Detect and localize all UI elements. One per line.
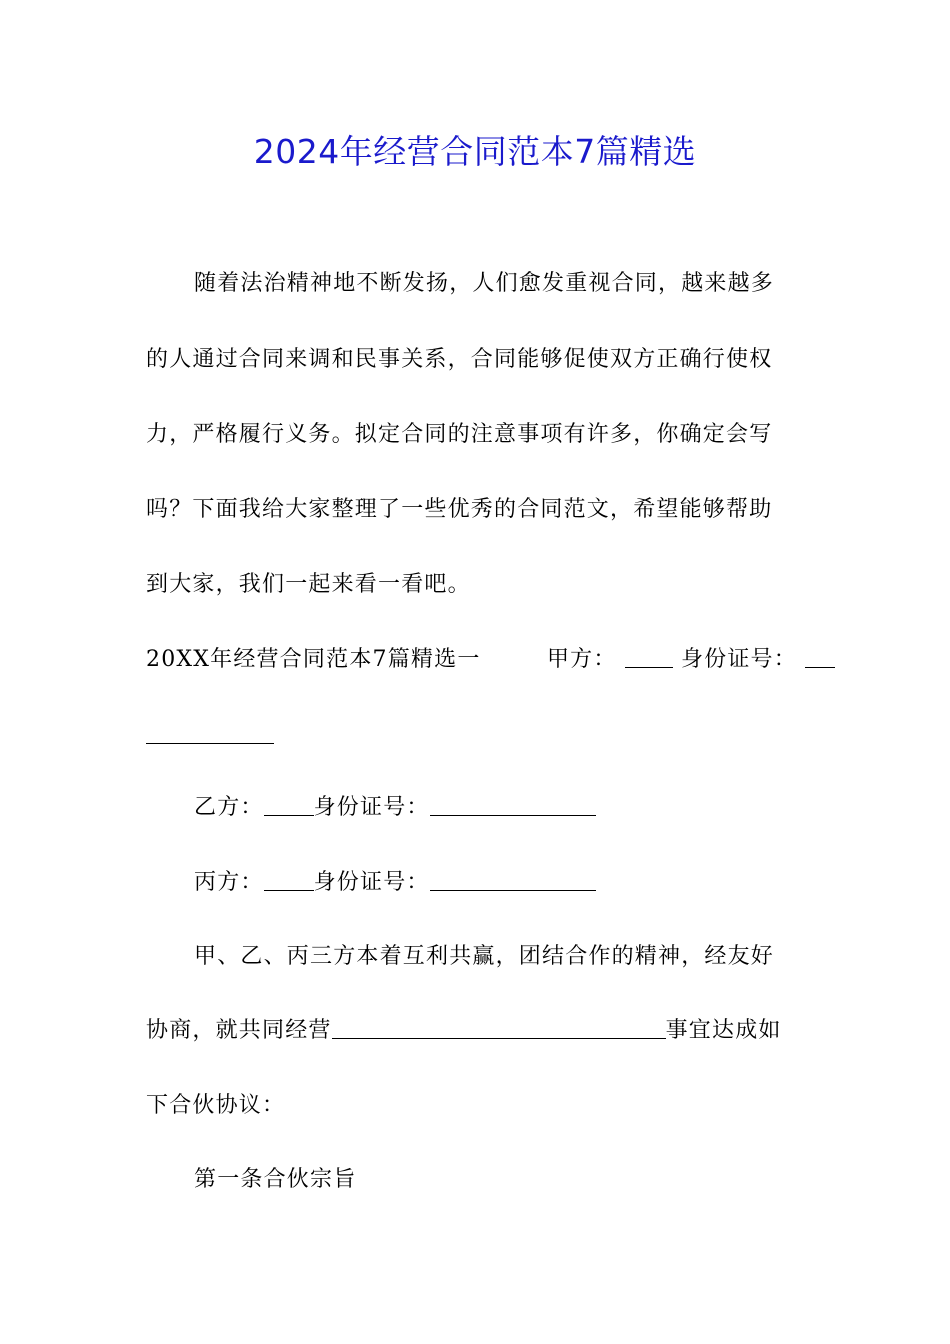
article-1-heading: 第一条合伙宗旨 [194,1167,357,1192]
party-a-id-blank-cont [146,721,274,744]
party-c-label: 丙方： [194,870,264,895]
section-heading-line [146,642,806,678]
business-item-blank [332,1016,666,1039]
party-a-label: 甲方： [546,647,617,672]
intro-line-4: 吗？下面我给大家整理了一些优秀的合同范文，希望能够帮助 [146,497,773,522]
party-c-line [194,865,854,901]
party-c-id-blank [430,868,596,891]
party-c-id-label: 身份证号： [313,870,430,895]
party-a-id-blank [805,645,835,668]
party-a-id-continued [146,718,806,754]
section-heading: 20XX年经营合同范本7篇精选一 [146,647,481,672]
party-b-id-blank [430,793,596,816]
intro-line-2: 的人通过合同来调和民事关系，合同能够促使双方正确行使权 [146,347,773,372]
party-b-label: 乙方： [194,795,264,820]
intro-line-5: 到大家，我们一起来看一看吧。 [146,572,471,597]
party-c-name-blank [264,868,314,891]
party-b-line [194,790,854,826]
intro-line-1: 随着法治精神地不断发扬，人们愈发重视合同，越来越多 [194,271,775,296]
intro-line-3: 力，严格履行义务。拟定合同的注意事项有许多，你确定会写 [146,422,773,447]
agreement-prefix: 协商，就共同经营 [146,1018,332,1043]
agreement-line-3: 下合伙协议： [146,1093,286,1118]
party-b-name-blank [264,793,314,816]
agreement-line-1: 甲、乙、丙三方本着互利共赢，团结合作的精神，经友好 [194,944,775,969]
document-title: 2024年经营合同范本7篇精选 [253,132,697,171]
agreement-suffix: 事宜达成如 [665,1018,782,1043]
agreement-line-2 [146,1013,806,1049]
party-b-id-label: 身份证号： [313,795,430,820]
party-a-name-blank [625,645,673,668]
party-a-id-label: 身份证号： [680,647,797,672]
